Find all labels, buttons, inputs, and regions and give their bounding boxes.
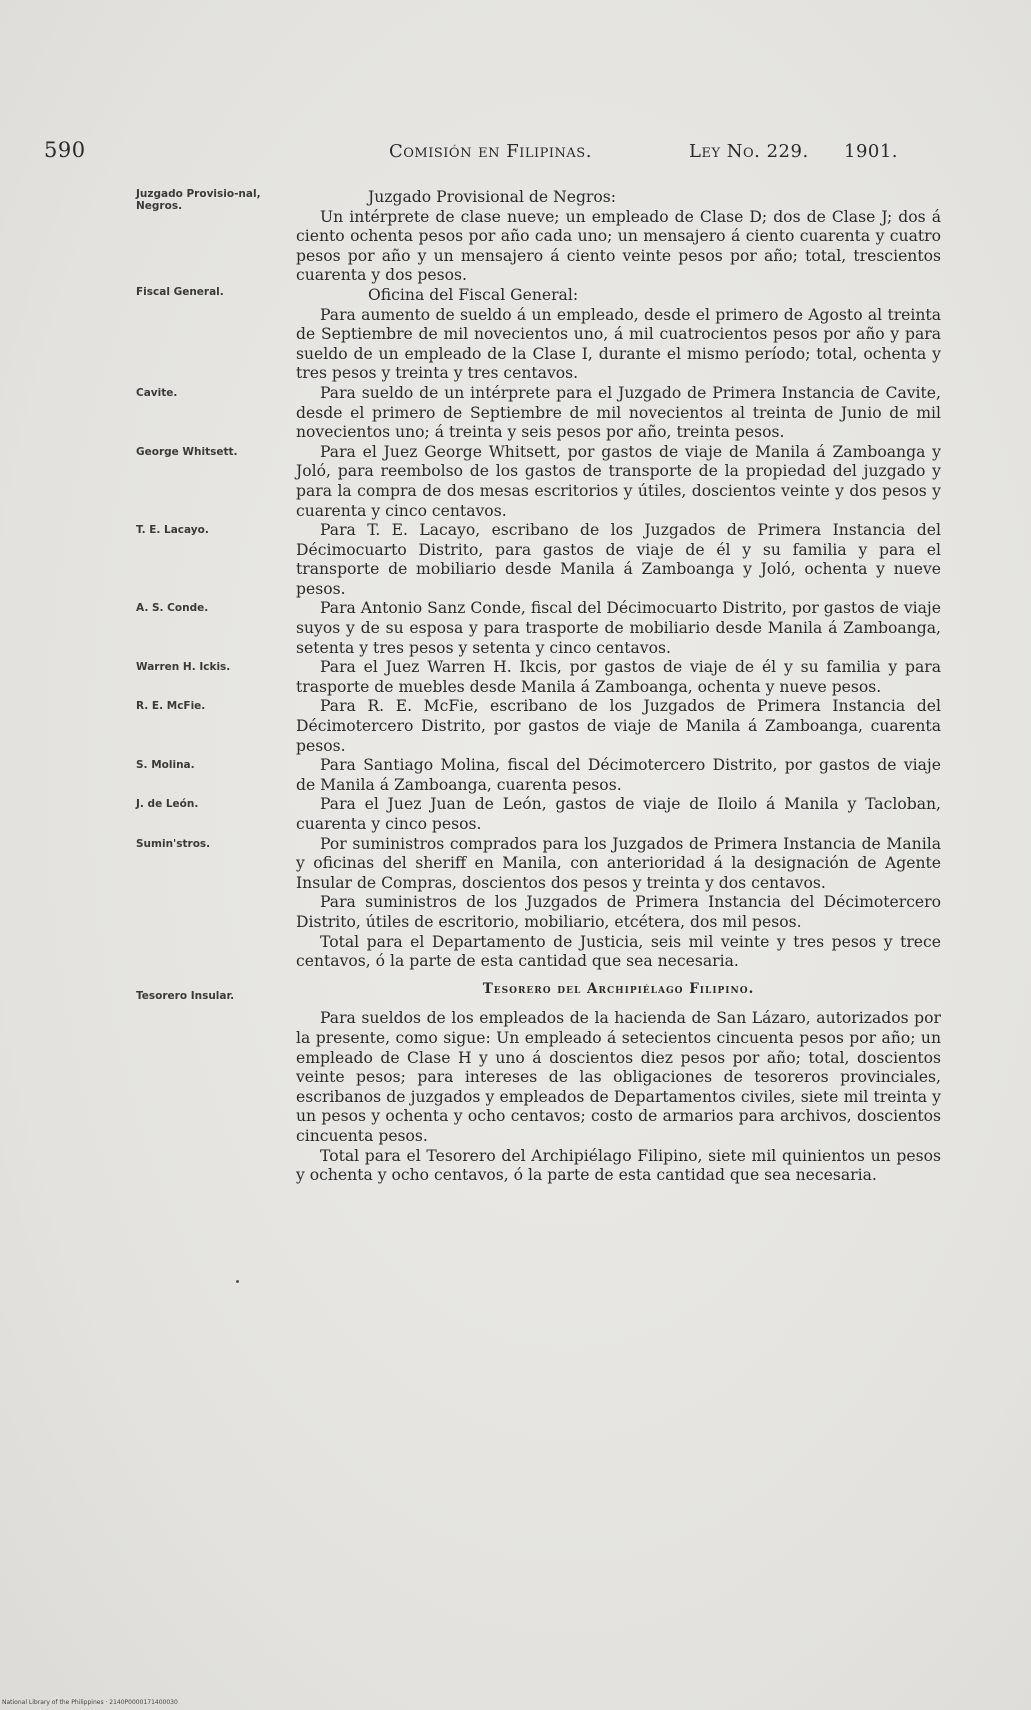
- entry-row: [0, 286, 1031, 384]
- entry-text: [296, 697, 941, 756]
- margin-note: Warren H. Ickis.: [136, 661, 231, 674]
- entry-row: [0, 893, 1031, 932]
- entry-text: [296, 835, 941, 894]
- entry-paragraph: Un intérprete de clase nueve; un empleado de Clase D; dos de Clase J; dos á ciento ochenta pesos por año cada uno; un mensajero á ciento cuarenta y cuatro pesos por año y un mensajero á ciento veinte pesos por año; total, trescientos cuarenta y dos pesos.: [296, 207, 941, 285]
- page-number: 590: [44, 138, 86, 162]
- margin-note: George Whitsett.: [136, 445, 238, 458]
- entry-row: [0, 697, 1031, 756]
- section-paragraph: Total para el Tesorero del Archipiélago Filipino, siete mil quinientos un pesos y ochenta y ocho centavos, ó la parte de esta cantidad que sea necesaria.: [296, 1146, 941, 1185]
- entry-text: [296, 756, 941, 795]
- entry-heading: Juzgado Provisional de Negros:: [368, 188, 617, 206]
- margin-note: Fiscal General.: [136, 285, 224, 298]
- margin-note: Sumin'stros.: [136, 837, 211, 850]
- running-law: Ley No. 229.: [689, 141, 809, 162]
- margin-note: R. E. McFie.: [136, 700, 206, 713]
- entry-text: [296, 443, 941, 521]
- margin-note: A. S. Conde.: [136, 602, 209, 615]
- margin-note: J. de León.: [136, 798, 199, 811]
- entry-paragraph: Por suministros comprados para los Juzgados de Primera Instancia de Manila y oficinas del sheriff en Manila, con anterioridad á la designación de Agente Insular de Compras, doscientos dos pesos y treinta y dos centavos.: [296, 834, 941, 892]
- entry-paragraph: Para Santiago Molina, fiscal del Décimotercero Distrito, por gastos de viaje de Manila á Zamboanga, cuarenta pesos.: [296, 756, 941, 794]
- entry-paragraph: Para el Juez George Whitsett, por gastos de viaje de Manila á Zamboanga y Joló, para reembolso de los gastos de transporte de la propiedad del juzgado y para la compra de dos mesas escritorios y útiles, doscientos veinte y dos pesos y cuarenta y cinco centavos.: [296, 442, 941, 520]
- entry-text: [296, 658, 941, 697]
- margin-note: Tesorero Insular.: [136, 989, 235, 1002]
- section-title: Tesorero del Archipiélago Filipino.: [482, 980, 755, 997]
- entry-paragraph: Para T. E. Lacayo, escribano de los Juzgados de Primera Instancia del Décimocuarto Distrito, para gastos de viaje de él y su familia y para el transporte de mobiliario desde Manila á Zamboanga y Joló, ochenta y nueve pesos.: [296, 521, 941, 598]
- entry-text: [296, 384, 941, 443]
- margin-note: Juzgado Provisio-nal, Negros.: [136, 188, 261, 212]
- page-header: [44, 138, 899, 168]
- entry-text: [296, 188, 941, 286]
- entry-paragraph: Para el Juez Warren H. Ikcis, por gastos de viaje de él y su familia y para trasporte de muebles desde Manila á Zamboanga, ochenta y nueve pesos.: [296, 658, 941, 696]
- entry-paragraph: Para el Juez Juan de León, gastos de viaje de Iloilo á Manila y Tacloban, cuarenta y cinco pesos.: [296, 795, 941, 833]
- entry-row: [0, 835, 1031, 894]
- section-paragraph: Para sueldos de los empleados de la hacienda de San Lázaro, autorizados por la presente, como sigue: Un empleado á setecientos cincuenta pesos por año; un empleado de Clase H y uno á doscientos diez pesos por año; total, doscientos veinte pesos; para intereses de las obligaciones de tesoreros provinciales, escribanos de juzgados y empleados de Departamentos civiles, siete mil treinta y un pesos y ochenta y ocho centavos; costo de armarios para archivos, doscientos cincuenta pesos.: [296, 1009, 941, 1145]
- margin-note: Cavite.: [136, 386, 178, 399]
- entry-text: [296, 933, 941, 972]
- entry-row: [0, 188, 1031, 286]
- entry-row: [0, 795, 1031, 834]
- entry-row: [0, 756, 1031, 795]
- entry-row: [0, 933, 1031, 972]
- entry-row: [0, 658, 1031, 697]
- entry-row: [0, 521, 1031, 599]
- entry-paragraph: Para aumento de sueldo á un empleado, desde el primero de Agosto al treinta de Septiembre de mil novecientos uno, á mil cuatrocientos pesos por año y para sueldo de un empleado de la Clase I, durante el mismo período; total, ochenta y tres pesos y treinta y tres centavos.: [296, 305, 941, 383]
- stray-mark: [236, 1280, 239, 1283]
- scan-footer: National Library of the Philippines · 2140P0000171400030: [2, 1699, 178, 1706]
- entry-paragraph: Para suministros de los Juzgados de Primera Instancia del Décimotercero Distrito, útiles de escritorio, mobiliario, etcétera, dos mil pesos.: [296, 893, 941, 931]
- entry-row: [0, 384, 1031, 443]
- entry-paragraph: Para R. E. McFie, escribano de los Juzgados de Primera Instancia del Décimotercero Distrito, por gastos de viaje de Manila á Zamboanga, cuarenta pesos.: [296, 697, 941, 755]
- entry-text: [296, 599, 941, 658]
- entry-row: [0, 443, 1031, 521]
- margin-note: T. E. Lacayo.: [136, 524, 209, 537]
- entry-paragraph: Para sueldo de un intérprete para el Juzgado de Primera Instancia de Cavite, desde el primero de Septiembre de mil novecientos al treinta de Junio de mil novecientos uno; á treinta y seis pesos por año, treinta pesos.: [296, 383, 941, 442]
- running-year: 1901.: [844, 141, 899, 162]
- entry-heading: Oficina del Fiscal General:: [368, 285, 579, 304]
- section-text: [296, 980, 941, 1186]
- document-body: [0, 188, 1031, 1186]
- running-title: Comisión en Filipinas.: [389, 141, 592, 162]
- entry-paragraph: Total para el Departamento de Justicia, seis mil veinte y tres pesos y trece centavos, ó la parte de esta cantidad que sea necesaria.: [296, 932, 941, 971]
- entry-text: [296, 521, 941, 599]
- entry-row: [0, 599, 1031, 658]
- entry-text: [296, 893, 941, 932]
- entry-text: [296, 286, 941, 384]
- entry-text: [296, 795, 941, 834]
- section-row: [0, 980, 1031, 1186]
- margin-note: S. Molina.: [136, 759, 195, 772]
- entry-paragraph: Para Antonio Sanz Conde, fiscal del Décimocuarto Distrito, por gastos de viaje suyos y de su esposa y para trasporte de mobiliario desde Manila á Zamboanga, setenta y tres pesos y setenta y cinco centavos.: [296, 599, 941, 657]
